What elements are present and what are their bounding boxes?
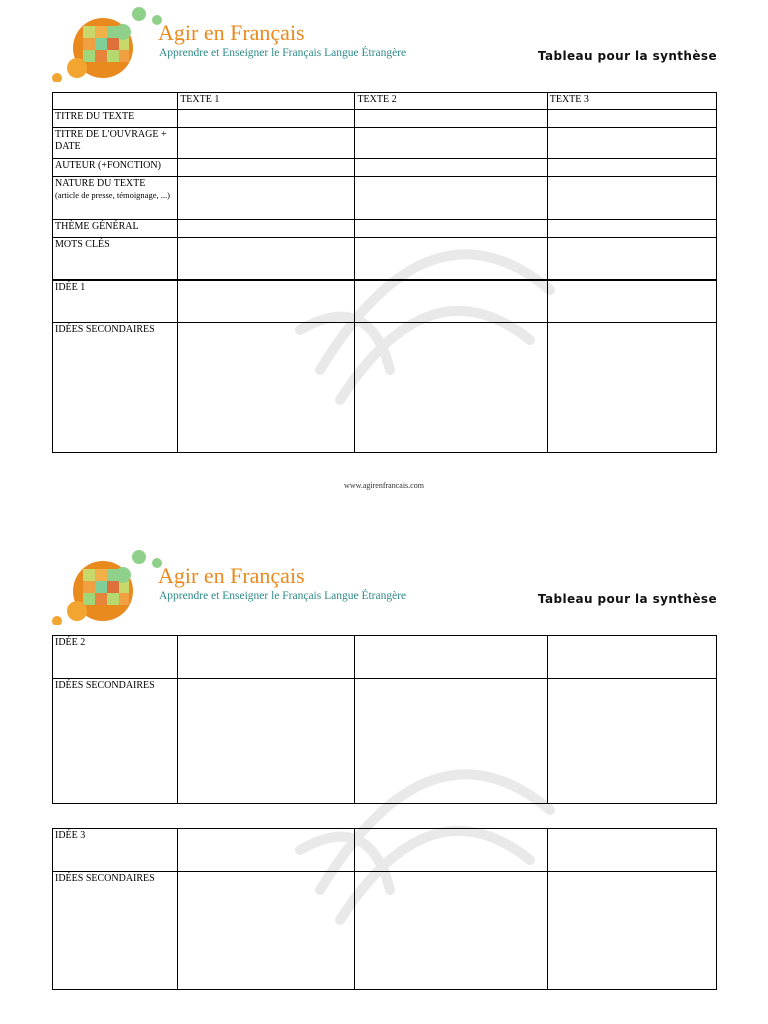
agir-logo	[45, 545, 175, 625]
table-row	[53, 159, 717, 177]
cell-input[interactable]	[178, 280, 355, 323]
synthesis-table-3	[52, 828, 717, 990]
synthesis-table-1	[52, 92, 717, 453]
header-texte-1: TEXTE 1	[178, 93, 355, 110]
synthesis-table-2	[52, 635, 717, 804]
cell-input[interactable]	[547, 220, 716, 238]
row-label-mots-cles: MOTS CLÉS	[53, 238, 178, 280]
cell-input[interactable]	[178, 238, 355, 280]
row-label-idees-secondaires: IDÉES SECONDAIRES	[53, 323, 178, 453]
cell-input[interactable]	[178, 679, 355, 804]
cell-input[interactable]	[355, 323, 547, 453]
cell-input[interactable]	[547, 128, 716, 159]
row-label-theme: THÈME GÉNÉRAL	[53, 220, 178, 238]
row-label-idee-3: IDÉE 3	[53, 829, 178, 872]
row-label-idees-secondaires: IDÉES SECONDAIRES	[53, 872, 178, 990]
cell-input[interactable]	[547, 679, 716, 804]
cell-input[interactable]	[178, 872, 355, 990]
cell-input[interactable]	[547, 238, 716, 280]
cell-input[interactable]	[355, 679, 547, 804]
table-row	[53, 636, 717, 679]
table-row	[53, 280, 717, 323]
cell-input[interactable]	[178, 128, 355, 159]
brand-title: Agir en Français	[158, 20, 305, 45]
table-row	[53, 679, 717, 804]
cell-input[interactable]	[547, 110, 716, 128]
row-label-nature	[53, 177, 178, 220]
header-page-2	[45, 545, 725, 625]
row-label-idee-2: IDÉE 2	[53, 636, 178, 679]
cell-input[interactable]	[547, 323, 716, 453]
brand-subtitle: Apprendre et Enseigner le Français Langue Étrangère	[159, 47, 407, 59]
brand-title: Agir en Français	[158, 563, 305, 588]
sheet-title: Tableau pour la synthèse	[537, 592, 717, 606]
row-label-auteur: AUTEUR (+FONCTION)	[53, 159, 178, 177]
cell-input[interactable]	[355, 872, 547, 990]
cell-input[interactable]	[355, 280, 547, 323]
cell-input[interactable]	[547, 177, 716, 220]
cell-input[interactable]	[355, 159, 547, 177]
table-row	[53, 110, 717, 128]
header-texte-3: TEXTE 3	[547, 93, 716, 110]
cell-input[interactable]	[547, 280, 716, 323]
table-row	[53, 323, 717, 453]
cell-input[interactable]	[355, 128, 547, 159]
brand-subtitle: Apprendre et Enseigner le Français Langue Étrangère	[159, 590, 407, 602]
cell-input[interactable]	[355, 636, 547, 679]
table-row	[53, 238, 717, 280]
cell-input[interactable]	[178, 636, 355, 679]
nature-label: NATURE DU TEXTE	[55, 178, 146, 189]
cell-input[interactable]	[355, 220, 547, 238]
table-row	[53, 829, 717, 872]
cell-input[interactable]	[178, 323, 355, 453]
header-page-1	[45, 2, 725, 82]
nature-sublabel: (article de presse, témoignage, ...)	[55, 190, 170, 200]
table-row	[53, 128, 717, 159]
cell-input[interactable]	[178, 110, 355, 128]
cell-input[interactable]	[355, 829, 547, 872]
row-label-titre-ouvrage: TITRE DE L'OUVRAGE + DATE	[53, 128, 178, 159]
cell-input[interactable]	[547, 636, 716, 679]
cell-input[interactable]	[178, 177, 355, 220]
table-header-row	[53, 93, 717, 110]
cell-input[interactable]	[547, 872, 716, 990]
row-label-titre-texte: TITRE DU TEXTE	[53, 110, 178, 128]
header-cell-empty	[53, 93, 178, 110]
table-row	[53, 177, 717, 220]
table-row	[53, 872, 717, 990]
table-row	[53, 220, 717, 238]
cell-input[interactable]	[355, 238, 547, 280]
footer-url: www.agirenfrancais.com	[344, 481, 424, 490]
cell-input[interactable]	[178, 220, 355, 238]
cell-input[interactable]	[355, 110, 547, 128]
cell-input[interactable]	[178, 159, 355, 177]
cell-input[interactable]	[355, 177, 547, 220]
cell-input[interactable]	[547, 159, 716, 177]
cell-input[interactable]	[178, 829, 355, 872]
sheet-title: Tableau pour la synthèse	[537, 49, 717, 63]
header-texte-2: TEXTE 2	[355, 93, 547, 110]
agir-logo	[45, 2, 175, 82]
cell-input[interactable]	[547, 829, 716, 872]
row-label-idee-1: IDÉE 1	[53, 280, 178, 323]
row-label-idees-secondaires: IDÉES SECONDAIRES	[53, 679, 178, 804]
